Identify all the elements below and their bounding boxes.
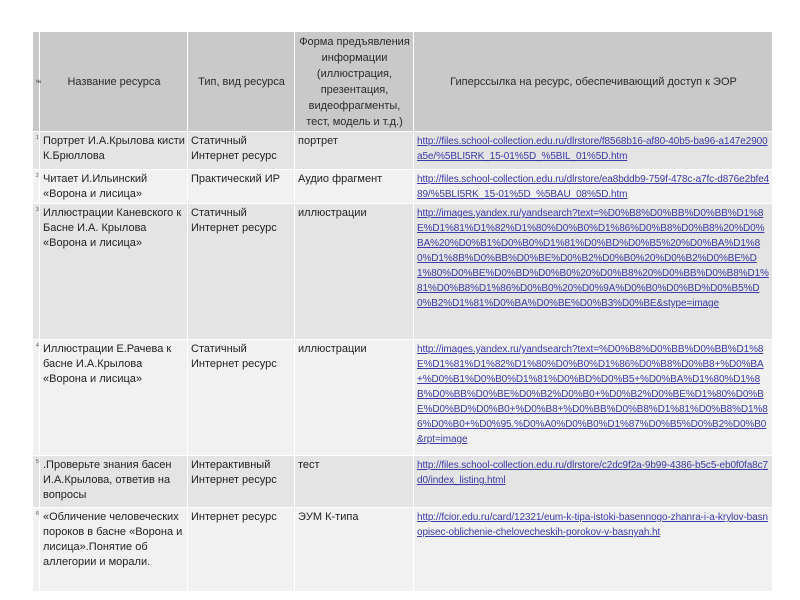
resource-link-cell [414, 204, 773, 340]
resource-form: Аудио фрагмент [295, 170, 414, 204]
resource-name: .Проверьте знания басен И.А.Крылова, ответив на вопросы [40, 456, 188, 508]
resource-type: Интернет ресурс [188, 508, 295, 592]
resource-type: Практический ИР [188, 170, 295, 204]
header-link: Гиперссылка на ресурс, обеспечивающий доступ к ЭОР [414, 32, 773, 132]
table-row [33, 456, 773, 508]
resource-type: Интерактивный Интернет ресурс [188, 456, 295, 508]
resource-form: ЭУМ К-типа [295, 508, 414, 592]
resource-link[interactable]: http://files.school-collection.edu.ru/dlrstore/ea8bddb9-759f-478c-a7fc-d876e2bfe489/%5BLI5RK_15-01%5D_%5BAU_08%5D.htm [417, 174, 770, 200]
resource-link[interactable]: http://images.yandex.ru/yandsearch?text=%D0%B8%D0%BB%D0%BB%D1%8E%D1%81%D1%82%D1%80%D0%B0%D1%86%D0%B8%D0%B8+%D0%BA+%D0%B1%D0%B0%D1%81%D0%BD%D0%B5+%D0%BA%D1%80%D1%8B%D0%BB%D0%BE%D0%B2%D0%B0+%D0%B2%D0%BE%D1%80%D0%BE%D0%BD%D0%B0+%D0%B8+%D0%BB%D0%B8%D1%81%D0%B8%D1%86%D0%B0+%D0%95.%D0%A0%D0%B0%D1%87%D0%B5%D0%B2%D0%B0&rpt=image [417, 344, 768, 445]
resource-type: Статичный Интернет ресурс [188, 132, 295, 170]
row-num: 5 [33, 456, 40, 508]
header-type: Тип, вид ресурса [188, 32, 295, 132]
header-row [33, 32, 773, 132]
table-row [33, 204, 773, 340]
resource-type: Статичный Интернет ресурс [188, 340, 295, 456]
eor-resource-table [32, 31, 773, 592]
resource-link-cell [414, 456, 773, 508]
row-num: 3 [33, 204, 40, 340]
resource-name: «Обличение человеческих пороков в басне «Ворона и лисица».Понятие об аллегории и морали. [40, 508, 188, 592]
table-row [33, 508, 773, 592]
table-row [33, 132, 773, 170]
row-num: 2 [33, 170, 40, 204]
resource-link-cell [414, 508, 773, 592]
row-num: 6 [33, 508, 40, 592]
resource-name: Иллюстрации Е.Рачева к басне И.А.Крылова «Ворона и лисица» [40, 340, 188, 456]
header-form: Форма предъявления информации (иллюстрация, презентация, видеофрагменты, тест, модель и т.д.) [295, 32, 414, 132]
resource-link[interactable]: http://files.school-collection.edu.ru/dlrstore/f8568b16-af80-40b5-ba96-a147e2900a5e/%5BLI5RK_15-01%5D_%5BIL_01%5D.htm [417, 136, 768, 162]
resource-link[interactable]: http://images.yandex.ru/yandsearch?text=%D0%B8%D0%BB%D0%BB%D1%8E%D1%81%D1%82%D1%80%D0%B0%D1%86%D0%B8%D0%B8%20%D0%BA%20%D0%B1%D0%B0%D1%81%D0%BD%D0%B5%20%D0%BA%D1%80%D1%8B%D0%BB%D0%BE%D0%B2%D0%B0%20%D0%B2%D0%BE%D1%80%D0%BE%D0%BD%D0%B0%20%D0%B8%20%D0%BB%D0%B8%D1%81%D0%B8%D1%86%D0%B0%20%D0%9A%D0%B0%D0%BD%D0%B5%D0%B2%D1%81%D0%BA%D0%BE%D0%B3%D0%BE&stype=image [417, 208, 769, 309]
table-row [33, 340, 773, 456]
resource-link[interactable]: http://fcior.edu.ru/card/12321/eum-k-tipa-istoki-basennogo-zhanra-i-a-krylov-basnopisec-oblichenie-chelovecheskih-porokov-v-basnyah.ht [417, 512, 768, 538]
resource-form: иллюстрации [295, 340, 414, 456]
header-name: Название ресурса [40, 32, 188, 132]
resource-form: тест [295, 456, 414, 508]
resource-type: Статичный Интернет ресурс [188, 204, 295, 340]
resource-name: Портрет И.А.Крылова кисти К.Брюллова [40, 132, 188, 170]
resource-link-cell [414, 170, 773, 204]
resource-form: иллюстрации [295, 204, 414, 340]
resource-link[interactable]: http://files.school-collection.edu.ru/dlrstore/c2dc9f2a-9b99-4386-b5c5-eb0f0fa8c7d0/index_listing.html [417, 460, 769, 486]
table-row [33, 170, 773, 204]
resource-link-cell [414, 340, 773, 456]
row-num: 4 [33, 340, 40, 456]
resource-form: портрет [295, 132, 414, 170]
header-num: № [33, 32, 40, 132]
resource-name: Иллюстрации Каневского к Басне И.А. Крылова «Ворона и лисица» [40, 204, 188, 340]
row-num: 1 [33, 132, 40, 170]
resource-link-cell [414, 132, 773, 170]
resource-name: Читает И.Ильинский «Ворона и лисица» [40, 170, 188, 204]
